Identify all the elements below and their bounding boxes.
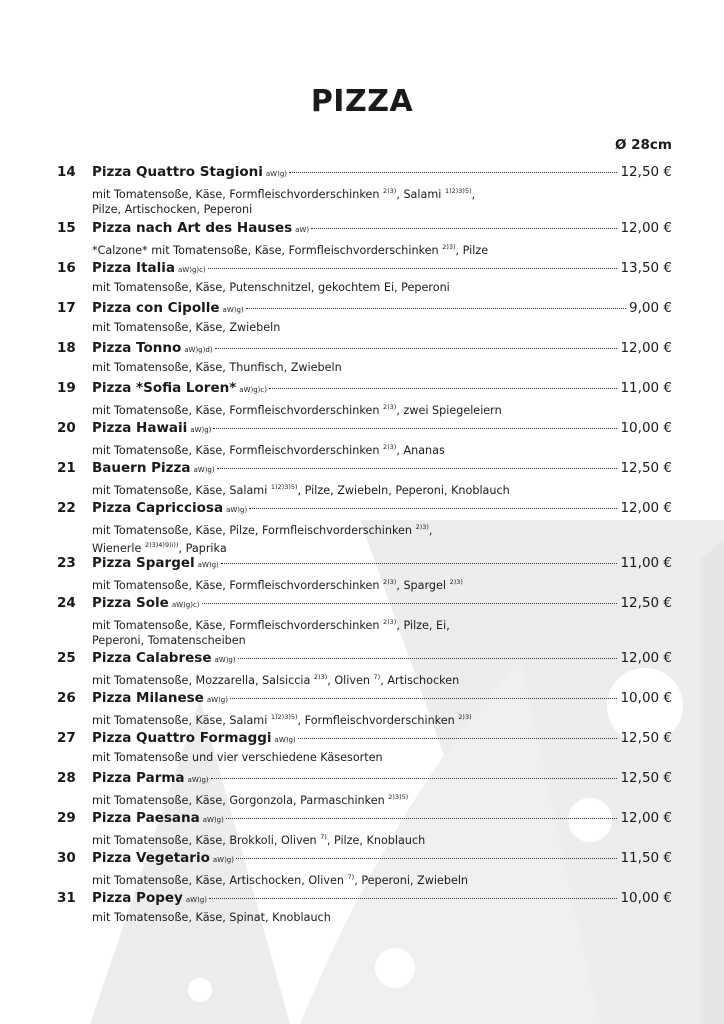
item-number: 20 [57,420,76,436]
dotted-leader [226,818,618,819]
item-description: mit Tomatensoße, Käse, Formfleischvorderschinken $^{2)3)}$, Salami $^{1)2)3)5)}$, Pilze, Artischocken, Peperoni [92,187,476,216]
additive-footnote: 1)2)3)5) [270,483,298,491]
dotted-leader [238,658,618,659]
item-number: 28 [57,770,76,786]
item-price: 12,50 € [620,595,672,611]
item-description: mit Tomatensoße, Käse, Formfleischvorderschinken $^{2)3)}$, Spargel $^{2)3)}$ [92,578,463,592]
item-allergen-codes: aW)g) [190,426,212,434]
item-price: 11,00 € [620,380,672,396]
item-number: 24 [57,595,76,611]
dotted-leader [209,898,618,899]
item-description: mit Tomatensoße, Mozzarella, Salsiccia $^{2)3)}$, Oliven $^{7)}$, Artischocken [92,673,460,687]
item-allergen-codes: aW)g)c) [178,266,206,274]
item-allergen-codes: aW)g) [185,896,207,904]
item-title-line [92,730,672,746]
item-name: Pizza Hawaii [92,420,188,436]
item-title-line [92,850,672,866]
item-description: *Calzone* mit Tomatensoße, Käse, Formfleischvorderschinken $^{2)3)}$, Pilze [92,243,489,257]
item-description: mit Tomatensoße, Käse, Salami $^{1)2)3)5)}$, Pilze, Zwiebeln, Peperoni, Knoblauch [92,483,510,497]
item-price: 10,00 € [620,690,672,706]
item-allergen-codes: aW)g) [265,170,287,178]
item-description: mit Tomatensoße, Käse, Formfleischvorderschinken $^{2)3)}$, zwei Spiegeleiern [92,403,502,417]
item-price: 12,50 € [620,770,672,786]
item-name: Pizza Paesana [92,810,200,826]
item-description: mit Tomatensoße, Käse, Salami $^{1)2)3)5)}$, Formfleischvorderschinken $^{2)3)}$ [92,713,472,727]
item-title-line [92,300,672,316]
item-price: 13,50 € [620,260,672,276]
dotted-leader [217,468,618,469]
item-name: Pizza nach Art des Hauses [92,220,293,236]
additive-footnote: 7) [347,873,355,881]
item-title-line [92,260,672,276]
item-number: 18 [57,340,76,356]
item-number: 25 [57,650,76,666]
item-number: 14 [57,164,76,180]
dotted-leader [236,858,617,859]
item-allergen-codes: aW)g)d) [184,346,213,354]
dotted-leader [246,308,626,309]
item-allergen-codes: aW)g) [226,506,248,514]
dotted-leader [298,738,618,739]
item-title-line [92,690,672,706]
item-title-line [92,650,672,666]
item-number: 16 [57,260,76,276]
item-number: 21 [57,460,76,476]
item-number: 17 [57,300,76,316]
item-name: Pizza Quattro Formaggi [92,730,272,746]
item-title-line [92,595,672,611]
dotted-leader [249,508,617,509]
item-title-line [92,460,672,476]
additive-footnote: 2)3) [313,673,328,681]
item-name: Pizza Spargel [92,555,195,571]
item-title-line [92,380,672,396]
additive-footnote: 2)3) [449,578,463,586]
item-name: Pizza Popey [92,890,183,906]
item-number: 26 [57,690,76,706]
additive-footnote: 2)3) [415,523,429,531]
item-description: mit Tomatensoße, Käse, Formfleischvorderschinken $^{2)3)}$, Ananas [92,443,445,457]
additive-footnote: 1)2)3)5) [444,187,472,195]
additive-footnote: 7) [320,833,327,841]
item-description: mit Tomatensoße, Käse, Formfleischvorderschinken $^{2)3)}$, Pilze, Ei, Peperoni, Tomatenscheiben [92,618,450,647]
item-title-line [92,770,672,786]
additive-footnote: 2)3)5) [388,793,409,801]
item-name: Pizza Parma [92,770,185,786]
item-name: Pizza con Cipolle [92,300,220,316]
additive-footnote: 7) [373,673,381,681]
dotted-leader [289,172,617,173]
item-name: Pizza Milanese [92,690,204,706]
item-title-line [92,164,672,180]
item-allergen-codes: aW)g)c) [239,386,267,394]
item-name: Pizza *Sofia Loren* [92,380,237,396]
additive-footnote: 2)3) [383,618,397,626]
item-allergen-codes: aW)g) [206,696,228,704]
item-allergen-codes: aW)g) [193,466,215,474]
item-price: 11,50 € [620,850,672,866]
item-title-line [92,500,672,516]
item-name: Pizza Calabrese [92,650,212,666]
additive-footnote: 2)3) [442,243,456,251]
item-name: Pizza Italia [92,260,175,276]
item-allergen-codes: aW)g) [222,306,244,314]
item-title-line [92,890,672,906]
item-description: mit Tomatensoße, Käse, Pilze, Formfleischvorderschinken $^{2)3)}$, Wienerle $^{2)3)4)9)i))}$, Paprika [92,523,433,555]
dotted-leader [230,698,618,699]
item-description: mit Tomatensoße, Käse, Thunfisch, Zwiebeln [92,361,342,374]
item-allergen-codes: aW)g)c) [171,601,200,609]
item-title-line [92,810,672,826]
item-number: 30 [57,850,76,866]
item-price: 11,00 € [620,555,672,571]
item-title-line [92,340,672,356]
dotted-leader [311,228,617,229]
dotted-leader [221,563,618,564]
item-price: 12,00 € [620,650,672,666]
item-name: Pizza Quattro Stagioni [92,164,263,180]
additive-footnote: 2)3) [458,713,472,721]
item-name: Pizza Capricciosa [92,500,224,516]
item-price: 12,00 € [620,220,672,236]
item-title-line [92,420,672,436]
item-allergen-codes: aW)g) [274,736,296,744]
item-price: 12,00 € [620,500,672,516]
item-name: Pizza Vegetario [92,850,210,866]
item-name: Bauern Pizza [92,460,191,476]
additive-footnote: 2)3) [383,187,397,195]
item-price: 12,50 € [620,460,672,476]
item-number: 15 [57,220,76,236]
item-description: mit Tomatensoße, Käse, Putenschnitzel, gekochtem Ei, Peperoni [92,281,450,294]
item-number: 27 [57,730,76,746]
item-allergen-codes: aW) [295,226,310,234]
dotted-leader [211,778,618,779]
dotted-leader [202,603,618,604]
item-price: 12,50 € [620,164,672,180]
item-allergen-codes: aW)g) [187,776,209,784]
item-description: mit Tomatensoße, Käse, Artischocken, Oliven $^{7)}$, Peperoni, Zwiebeln [92,873,469,887]
item-name: Pizza Tonno [92,340,182,356]
item-description: mit Tomatensoße, Käse, Zwiebeln [92,321,281,334]
item-name: Pizza Sole [92,595,169,611]
item-price: 9,00 € [629,300,672,316]
additive-footnote: 2)3) [383,403,397,411]
item-description: mit Tomatensoße, Käse, Gorgonzola, Parmaschinken $^{2)3)5)}$ [92,793,409,807]
size-label: Ø 28cm [614,137,672,153]
item-price: 10,00 € [620,420,672,436]
item-description: mit Tomatensoße, Käse, Brokkoli, Oliven $^{7)}$, Pilze, Knoblauch [92,833,426,847]
dotted-leader [208,268,618,269]
additive-footnote: 2)3) [383,443,397,451]
item-price: 12,00 € [620,340,672,356]
dotted-leader [269,388,617,389]
additive-footnote: 2)3) [383,578,397,586]
item-number: 23 [57,555,76,571]
item-price: 12,00 € [620,810,672,826]
item-number: 29 [57,810,76,826]
item-allergen-codes: aW)g) [212,856,234,864]
item-price: 10,00 € [620,890,672,906]
item-title-line [92,555,672,571]
item-price: 12,50 € [620,730,672,746]
item-allergen-codes: aW)g) [214,656,236,664]
page-title: PIZZA [310,84,414,119]
item-number: 31 [57,890,76,906]
item-description: mit Tomatensoße und vier verschiedene Käsesorten [92,751,383,764]
item-title-line [92,220,672,236]
additive-footnote: 1)2)3)5) [270,713,298,721]
item-number: 22 [57,500,76,516]
item-description: mit Tomatensoße, Käse, Spinat, Knoblauch [92,911,331,924]
additive-footnote: 2)3)4)9)i)) [144,541,179,549]
item-number: 19 [57,380,76,396]
item-allergen-codes: aW)g) [197,561,219,569]
item-allergen-codes: aW)g) [202,816,224,824]
dotted-leader [215,348,618,349]
dotted-leader [213,428,617,429]
